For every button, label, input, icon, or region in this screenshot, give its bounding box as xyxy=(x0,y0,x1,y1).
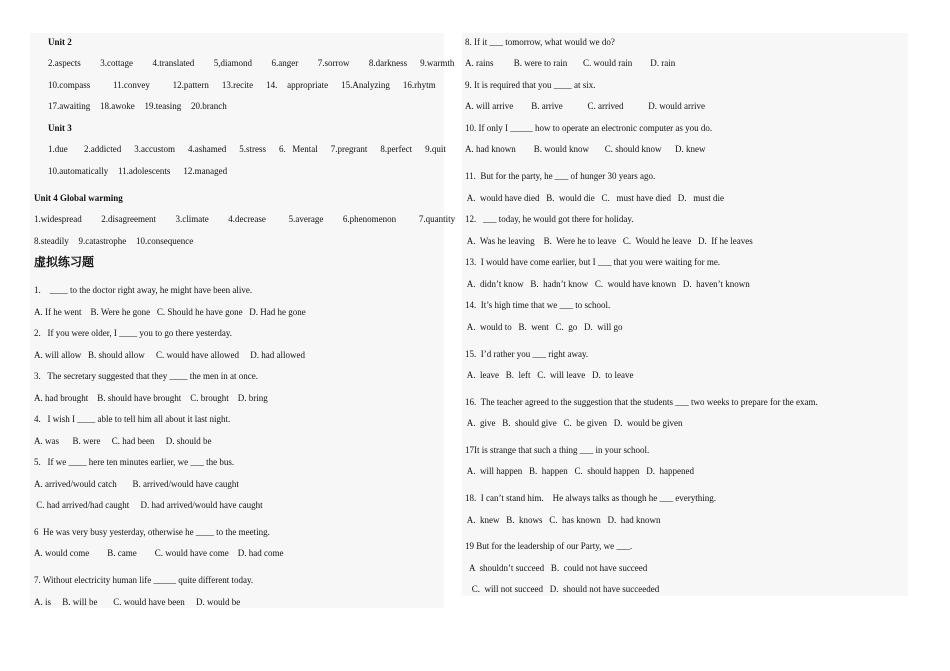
question-5-options-2: C. had arrived/had caught D. had arrived/would have caught xyxy=(34,500,263,510)
exercise-heading: 虚拟练习题 xyxy=(34,255,95,269)
question-17-options: A. will happen B. happen C. should happen D. happened xyxy=(465,466,694,476)
question-6-options: A. would come B. came C. would have come D. had come xyxy=(34,548,284,558)
question-4-options: A. was B. were C. had been D. should be xyxy=(34,436,212,446)
unit2-title: Unit 2 xyxy=(48,37,72,47)
unit4-title: Unit 4 Global warming xyxy=(34,193,123,203)
question-18: 18. I can’t stand him. He always talks as though he ___ everything. xyxy=(465,493,717,503)
question-7-options: A. is B. will be C. would have been D. would be xyxy=(34,597,241,607)
left-column xyxy=(30,33,444,608)
question-10-options: A. had known B. would know C. should know D. knew xyxy=(465,144,706,154)
question-19: 19 But for the leadership of our Party, we ___. xyxy=(465,541,633,551)
question-7: 7. Without electricity human life _____ quite different today. xyxy=(34,575,254,585)
question-2: 2. If you were older, I ____ you to go there yesterday. xyxy=(34,328,232,338)
question-10: 10. If only I _____ how to operate an electronic computer as you do. xyxy=(465,123,713,133)
unit2-answers-line2: 10.compass 11.convey 12.pattern 13.recite 14. appropriate 15.Analyzing 16.rhytm xyxy=(48,80,436,90)
question-9-options: A. will arrive B. arrive C. arrived D. would arrive xyxy=(465,101,705,111)
question-11: 11. But for the party, he ___ of hunger 30 years ago. xyxy=(465,171,656,181)
unit4-answers-line1: 1.widespread 2.disagreement 3.climate 4.decrease 5.average 6.phenomenon 7.quantity xyxy=(34,214,456,224)
question-11-options: A. would have died B. would die C. must have died D. must die xyxy=(465,193,724,203)
question-19-options-1: A shouldn’t succeed B. could not have succeed xyxy=(465,563,648,573)
question-8-options: A. rains B. were to rain C. would rain D. rain xyxy=(465,58,676,68)
unit3-title: Unit 3 xyxy=(48,123,72,133)
unit3-answers-line1: 1.due 2.addicted 3.accustom 4.ashamed 5.stress 6. Mental 7.pregrant 8.perfect 9.quit xyxy=(48,144,446,154)
question-8: 8. If it ___ tomorrow, what would we do? xyxy=(465,37,615,47)
right-column xyxy=(462,33,908,596)
question-1-options: A. If he went B. Were he gone C. Should he have gone D. Had he gone xyxy=(34,307,306,317)
question-15-options: A. leave B. left C. will leave D. to leave xyxy=(465,370,634,380)
unit4-answers-line2: 8.steadily 9.catastrophe 10.consequence xyxy=(34,236,194,246)
question-19-options-2: C. will not succeed D. should not have succeeded xyxy=(465,584,660,594)
question-5-options-1: A. arrived/would catch B. arrived/would have caught xyxy=(34,479,239,489)
question-6: 6 He was very busy yesterday, otherwise he ____ to the meeting. xyxy=(34,527,270,537)
question-18-options: A. knew B. knows C. has known D. had known xyxy=(465,515,661,525)
question-3: 3. The secretary suggested that they ____ the men in at once. xyxy=(34,371,259,381)
unit2-answers-line3: 17.awaiting 18.awoke 19.teasing 20.branch xyxy=(48,101,227,111)
question-14: 14. It’s high time that we ___ to school. xyxy=(465,300,611,310)
question-16-options: A. give B. should give C. be given D. would be given xyxy=(465,418,683,428)
question-12: 12. ___ today, he would got there for holiday. xyxy=(465,214,634,224)
question-3-options: A. had brought B. should have brought C. brought D. bring xyxy=(34,393,268,403)
question-13: 13. I would have come earlier, but I ___ that you were waiting for me. xyxy=(465,257,721,267)
question-9: 9. It is required that you ____ at six. xyxy=(465,80,596,90)
unit2-answers-line1: 2.aspects 3.cottage 4.translated 5,diamond 6.anger 7.sorrow 8.darkness 9.warmth xyxy=(48,58,455,68)
question-15: 15. I’d rather you ___ right away. xyxy=(465,349,589,359)
question-4: 4. I wish I ____ able to tell him all about it last night. xyxy=(34,414,231,424)
question-2-options: A. will allow B. should allow C. would have allowed D. had allowed xyxy=(34,350,305,360)
unit3-answers-line2: 10.automatically 11.adolescents 12.managed xyxy=(48,166,228,176)
question-16: 16. The teacher agreed to the suggestion that the students ___ two weeks to prepare for the exam. xyxy=(465,397,818,407)
question-13-options: A. didn’t know B. hadn’t know C. would have known D. haven’t known xyxy=(465,279,750,289)
question-5: 5. If we ____ here ten minutes earlier, we ___ the bus. xyxy=(34,457,235,467)
question-12-options: A. Was he leaving B. Were he to leave C. Would he leave D. If he leaves xyxy=(465,236,753,246)
question-1: 1. ____ to the doctor right away, he might have been alive. xyxy=(34,285,253,295)
question-17: 17It is strange that such a thing ___ in your school. xyxy=(465,445,650,455)
question-14-options: A. would to B. went C. go D. will go xyxy=(465,322,623,332)
